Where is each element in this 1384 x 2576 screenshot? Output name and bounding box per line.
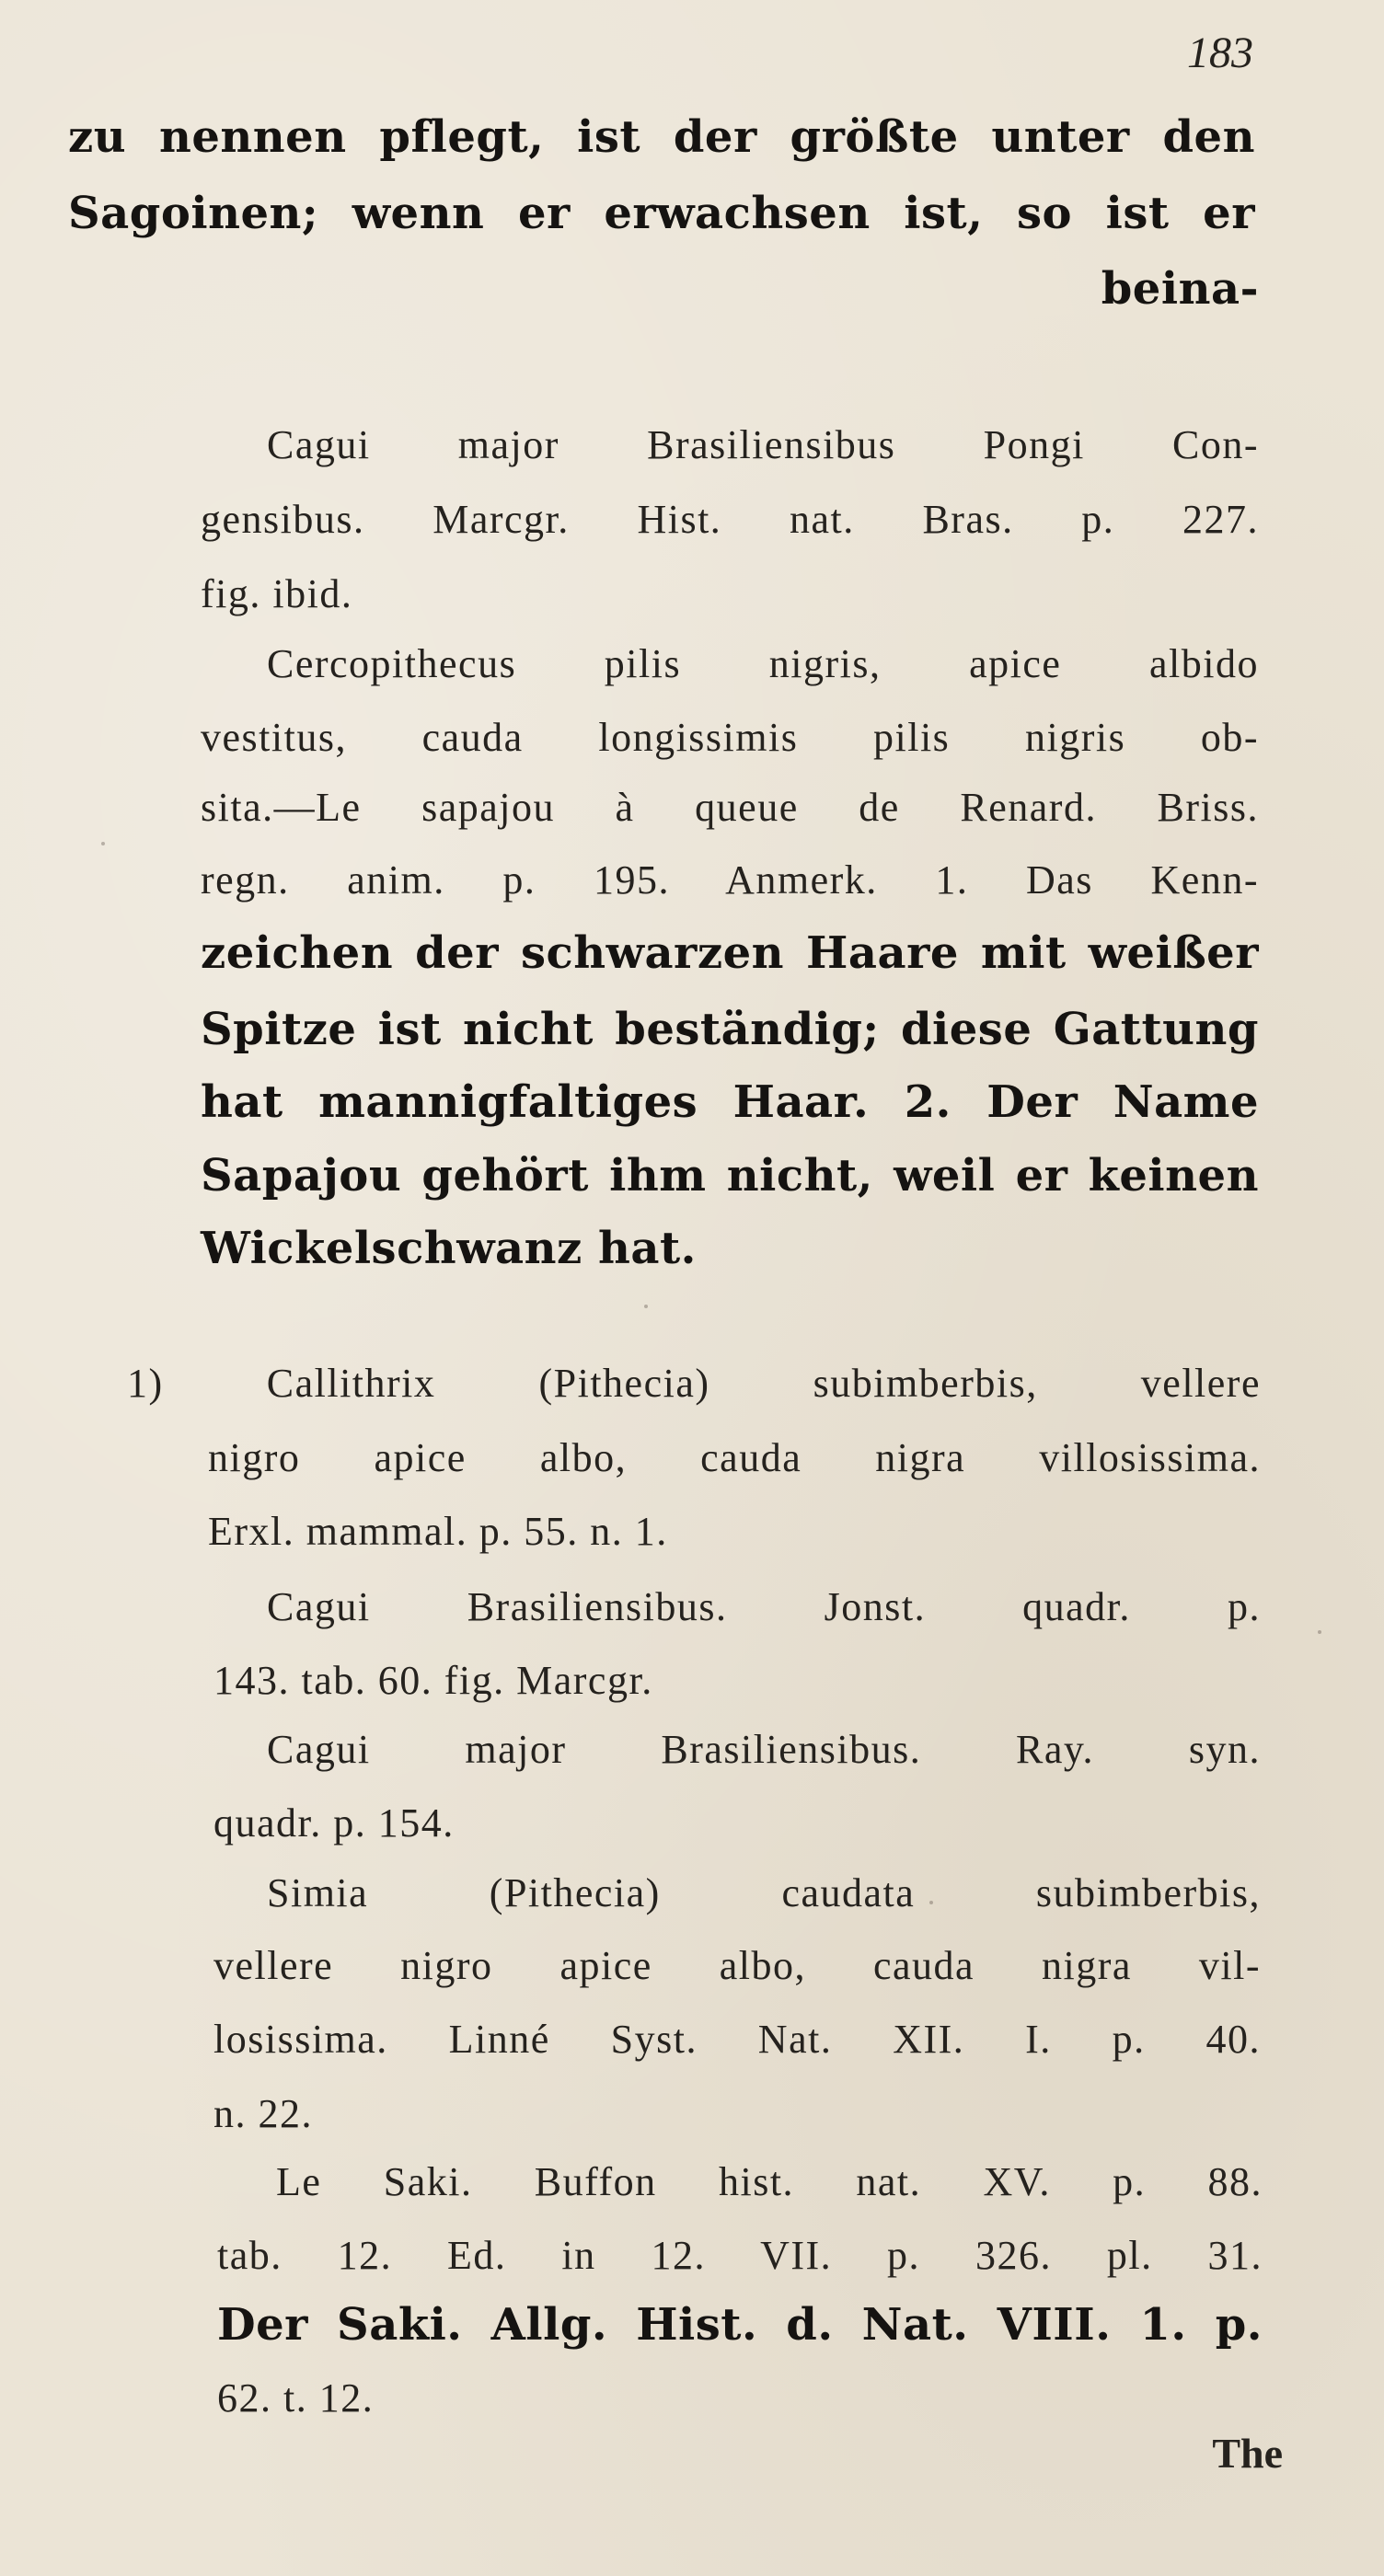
footnote-1-line-8: Simia (Pithecia) caudata subimberbis, xyxy=(267,1870,1261,1915)
paper-speck xyxy=(929,1901,933,1904)
footnote-a-line-4: Cercopithecus pilis nigris, apice albido xyxy=(267,641,1259,686)
footnote-1-line-3: Erxl. mammal. p. 55. n. 1. xyxy=(208,1509,668,1554)
page-number: 183 xyxy=(1187,29,1253,77)
footnote-a-line-2: gensibus. Marcgr. Hist. nat. Bras. p. 227. xyxy=(201,497,1259,542)
paper-speck xyxy=(644,1305,648,1308)
footnote-a-line-3: fig. ibid. xyxy=(201,571,353,616)
footnote-1-line-13: tab. 12. Ed. in 12. VII. p. 326. pl. 31. xyxy=(217,2233,1263,2278)
paper-speck xyxy=(1318,1630,1321,1634)
footnote-a-line-6: sita.—Le sapajou à queue de Renard. Briss. xyxy=(201,785,1259,830)
footnote-1-line-10: losissima. Linné Syst. Nat. XII. I. p. 40. xyxy=(213,2017,1261,2062)
catchword: The xyxy=(1212,2430,1283,2477)
footnote-a-line-12: Wickelschwanz hat. xyxy=(201,1223,697,1274)
footnote-1-line-7: quadr. p. 154. xyxy=(213,1800,455,1846)
footnote-a-line-5: vestitus, cauda longissimis pilis nigris ob- xyxy=(201,715,1259,760)
body-line-1: zu nennen pflegt, ist der größte unter den xyxy=(68,111,1255,163)
footnote-1-line-15: 62. t. 12. xyxy=(217,2375,375,2421)
footnote-1-line-2: nigro apice albo, cauda nigra villosissima. xyxy=(208,1435,1261,1480)
footnote-a-line-9: Spitze ist nicht beständig; diese Gattung xyxy=(201,1004,1259,1055)
footnote-1-line-5: 143. tab. 60. fig. Marcgr. xyxy=(213,1658,653,1703)
footnote-1-line-14: Der Saki. Allg. Hist. d. Nat. VIII. 1. p. xyxy=(217,2299,1263,2351)
paper-speck xyxy=(101,842,105,845)
footnote-a-line-10: hat mannigfaltiges Haar. 2. Der Name xyxy=(201,1076,1259,1128)
footnote-a-line-1: Cagui major Brasiliensibus Pongi Con- xyxy=(267,422,1259,467)
footnote-a-line-11: Sapajou gehört ihm nicht, weil er keinen xyxy=(201,1150,1259,1202)
footnote-1-line-12: Le Saki. Buffon hist. nat. XV. p. 88. xyxy=(276,2159,1263,2204)
footnote-a-line-8: zeichen der schwarzen Haare mit weißer xyxy=(201,927,1259,979)
footnote-1-line-11: n. 22. xyxy=(213,2091,313,2136)
body-line-2: Sagoinen; wenn er erwachsen ist, so ist er xyxy=(68,188,1255,239)
footnote-1-line-4: Cagui Brasiliensibus. Jonst. quadr. p. xyxy=(267,1584,1261,1629)
footnote-1-line-6: Cagui major Brasiliensibus. Ray. syn. xyxy=(267,1727,1261,1772)
footnote-a-line-7: regn. anim. p. 195. Anmerk. 1. Das Kenn- xyxy=(201,857,1259,903)
footnote-1-line-9: vellere nigro apice albo, cauda nigra vil- xyxy=(213,1943,1261,1988)
body-line-3: beina- xyxy=(1101,263,1259,315)
footnote-1-line-1: 1) Callithrix (Pithecia) subimberbis, vellere xyxy=(127,1361,1261,1406)
